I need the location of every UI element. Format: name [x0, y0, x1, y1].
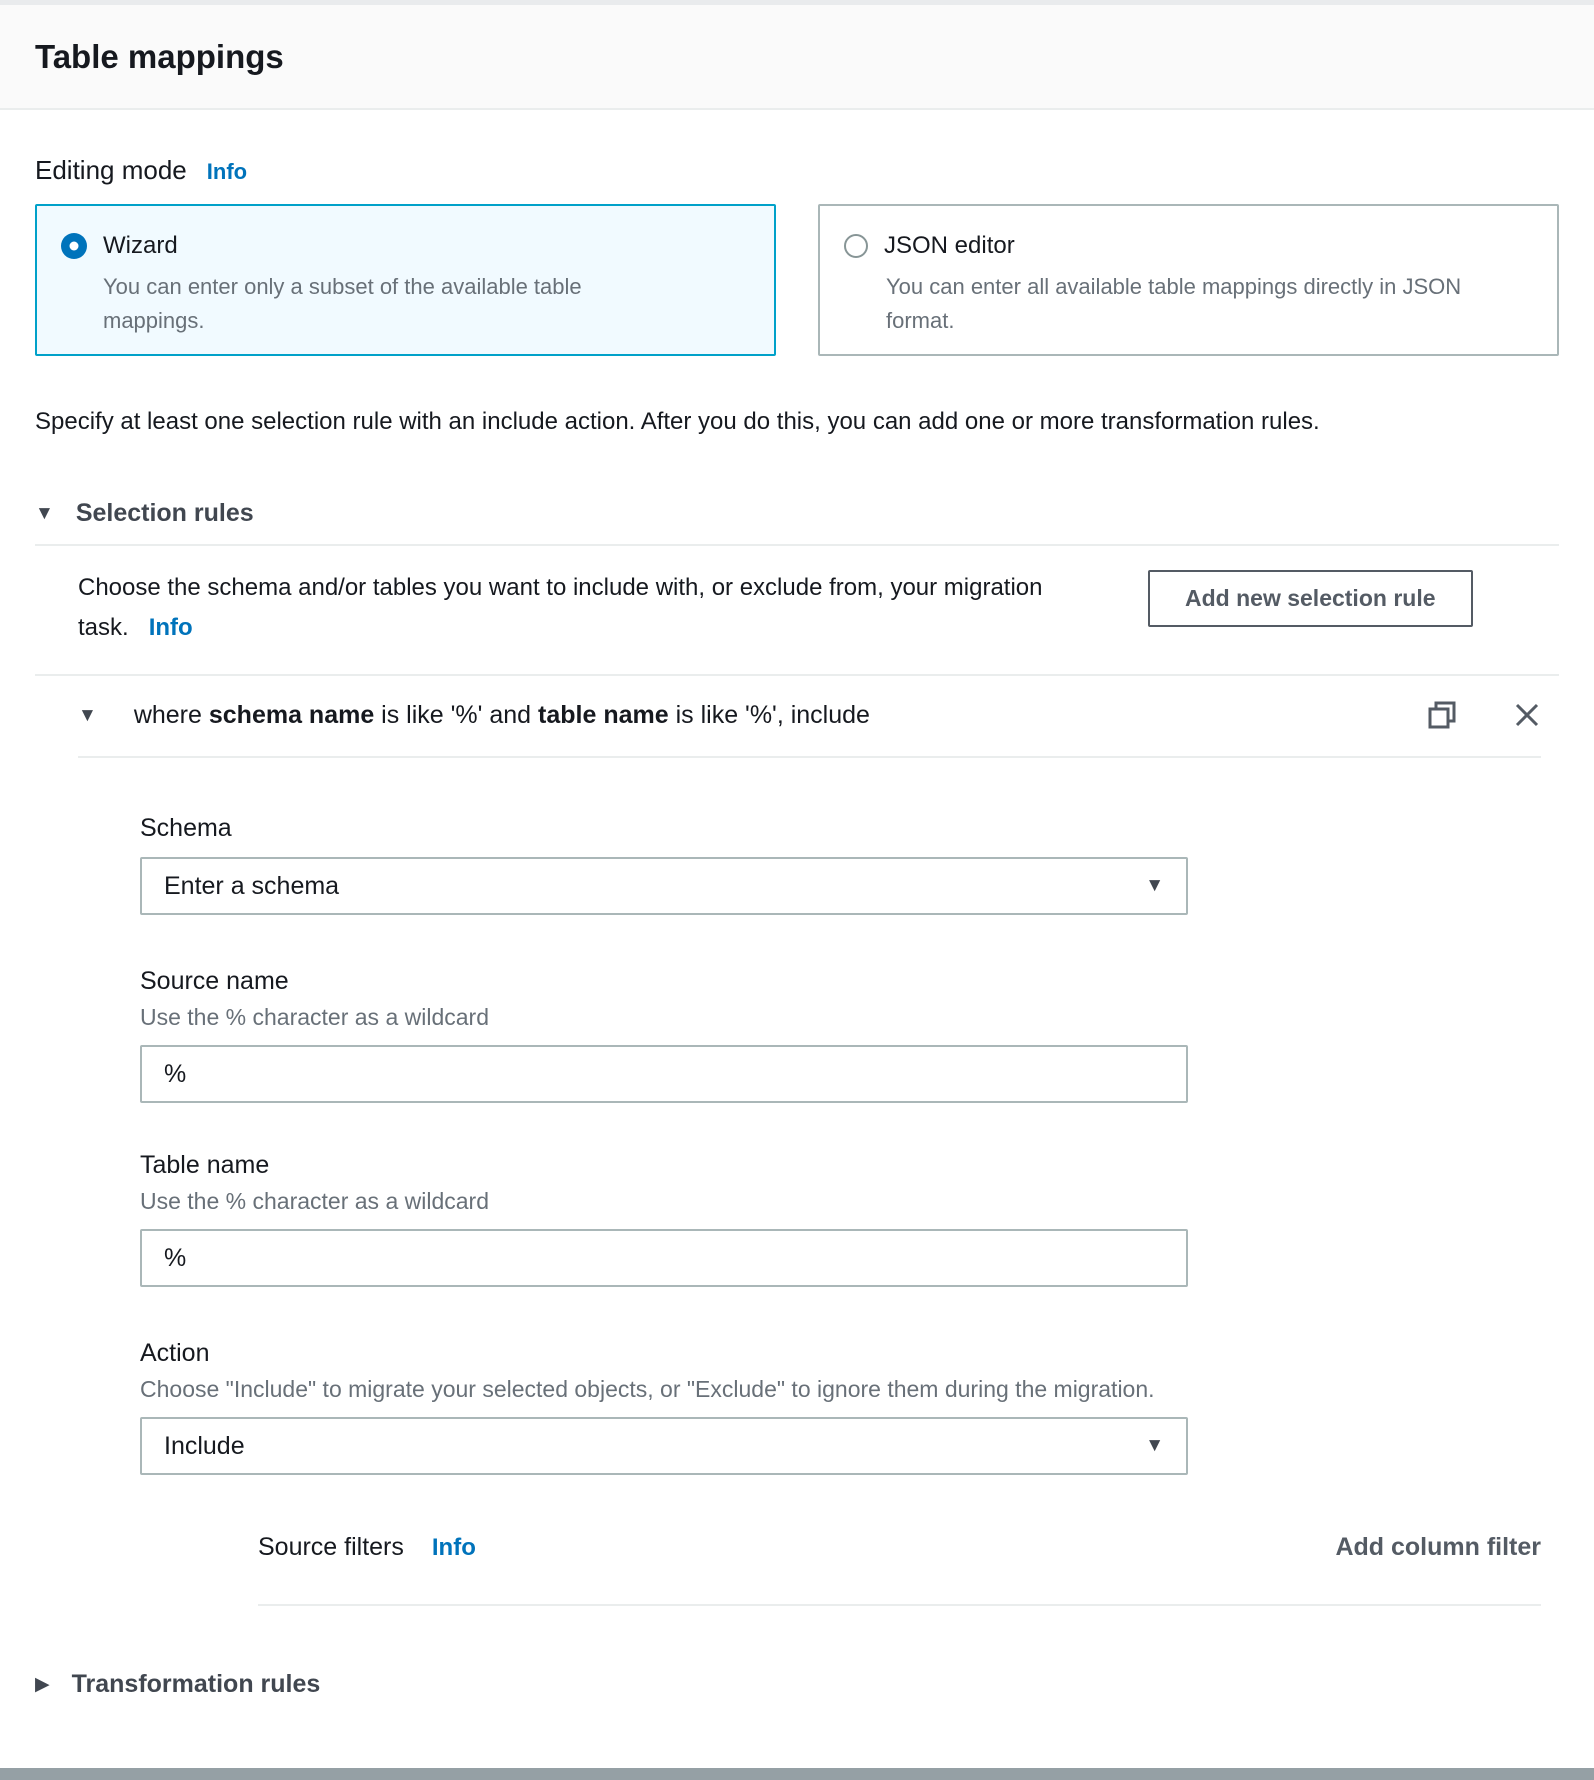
action-field-group	[140, 1339, 1559, 1475]
editing-mode-options	[35, 204, 1559, 356]
rule-summary	[134, 701, 870, 730]
table-name-input[interactable]	[140, 1229, 1188, 1287]
close-icon	[1513, 701, 1541, 729]
schema-select[interactable]	[140, 857, 1188, 915]
selection-rules-info-link[interactable]: Info	[148, 614, 193, 641]
source-name-helper: Use the % character as a wildcard	[140, 1004, 489, 1030]
schema-label: Schema	[140, 814, 232, 842]
add-selection-rule-button[interactable]: Add new selection rule	[1148, 570, 1473, 627]
copy-rule-button[interactable]	[1427, 700, 1457, 730]
panel-header	[0, 5, 1594, 110]
wizard-radio-button[interactable]	[61, 233, 87, 259]
schema-caret-icon: ▼	[1145, 875, 1164, 896]
selection-rules-toolbar	[78, 568, 1559, 648]
add-column-filter-button[interactable]: Add column filter	[1335, 1533, 1541, 1561]
radio-card-wizard[interactable]	[35, 204, 776, 356]
action-select[interactable]	[140, 1417, 1188, 1475]
schema-select-value: Enter a schema	[164, 871, 340, 900]
selection-rules-description	[78, 568, 1068, 648]
source-filters-info-link[interactable]: Info	[431, 1534, 476, 1561]
rule-summary-schema-field: schema name	[208, 700, 375, 729]
rule-form	[140, 814, 1559, 1475]
copy-icon	[1427, 700, 1457, 730]
rule-chevron-down-icon[interactable]: ▼	[78, 704, 97, 726]
table-name-helper: Use the % character as a wildcard	[140, 1188, 489, 1214]
rule-summary-seg1: where	[133, 700, 209, 729]
selection-rules-section-header[interactable]	[35, 499, 1559, 528]
transformation-rules-title: Transformation rules	[71, 1670, 321, 1698]
rule-summary-table-field: table name	[538, 700, 669, 729]
action-label: Action	[140, 1339, 210, 1367]
radio-card-json-top	[844, 232, 1533, 260]
table-name-field-group	[140, 1151, 1559, 1287]
json-editor-radio-label: JSON editor	[884, 232, 1015, 259]
source-name-input[interactable]	[140, 1045, 1188, 1103]
action-select-value: Include	[164, 1431, 245, 1460]
page-title: Table mappings	[35, 37, 284, 75]
editing-mode-label: Editing mode	[35, 155, 187, 185]
rule-summary-seg2: is like '%' and	[374, 700, 539, 729]
action-caret-icon: ▼	[1145, 1435, 1164, 1456]
json-editor-radio-button[interactable]	[844, 234, 868, 258]
source-filters-divider	[258, 1604, 1541, 1606]
schema-field-group	[140, 814, 1559, 915]
chevron-right-icon: ▶	[35, 1674, 50, 1695]
transformation-rules-section-header[interactable]	[35, 1670, 1559, 1699]
wizard-radio-description: You can enter only a subset of the available table mappings.	[103, 274, 582, 333]
editing-mode-info-link[interactable]: Info	[206, 159, 248, 184]
remove-rule-button[interactable]	[1513, 701, 1541, 729]
source-filters-label: Source filters	[258, 1533, 404, 1561]
source-name-field-group	[140, 967, 1559, 1103]
radio-card-wizard-top	[61, 232, 750, 260]
selection-rules-title: Selection rules	[75, 499, 254, 527]
action-helper: Choose "Include" to migrate your selected objects, or "Exclude" to ignore them during the migration.	[140, 1376, 1155, 1402]
source-filters-row	[258, 1533, 1541, 1562]
selection-rules-description-text: Choose the schema and/or tables you want to include with, or exclude from, your migration task.	[78, 574, 1043, 641]
source-name-label: Source name	[140, 967, 289, 995]
rule-summary-seg3: is like '%', include	[668, 700, 870, 729]
editing-mode-row	[35, 155, 1559, 186]
panel-body	[0, 155, 1594, 1699]
intro-text: Specify at least one selection rule with an include action. After you do this, you can add one or more transformation rules.	[35, 408, 1320, 435]
page-bottom-bar	[0, 1768, 1594, 1780]
wizard-radio-label: Wizard	[103, 232, 178, 259]
rule-actions	[1427, 700, 1541, 730]
radio-card-json-editor[interactable]	[818, 204, 1559, 356]
chevron-down-icon: ▼	[35, 503, 54, 524]
rule-header-row	[78, 676, 1541, 758]
table-name-label: Table name	[140, 1151, 270, 1179]
json-editor-radio-description: You can enter all available table mappings directly in JSON format.	[886, 274, 1462, 333]
section-divider	[35, 544, 1559, 546]
